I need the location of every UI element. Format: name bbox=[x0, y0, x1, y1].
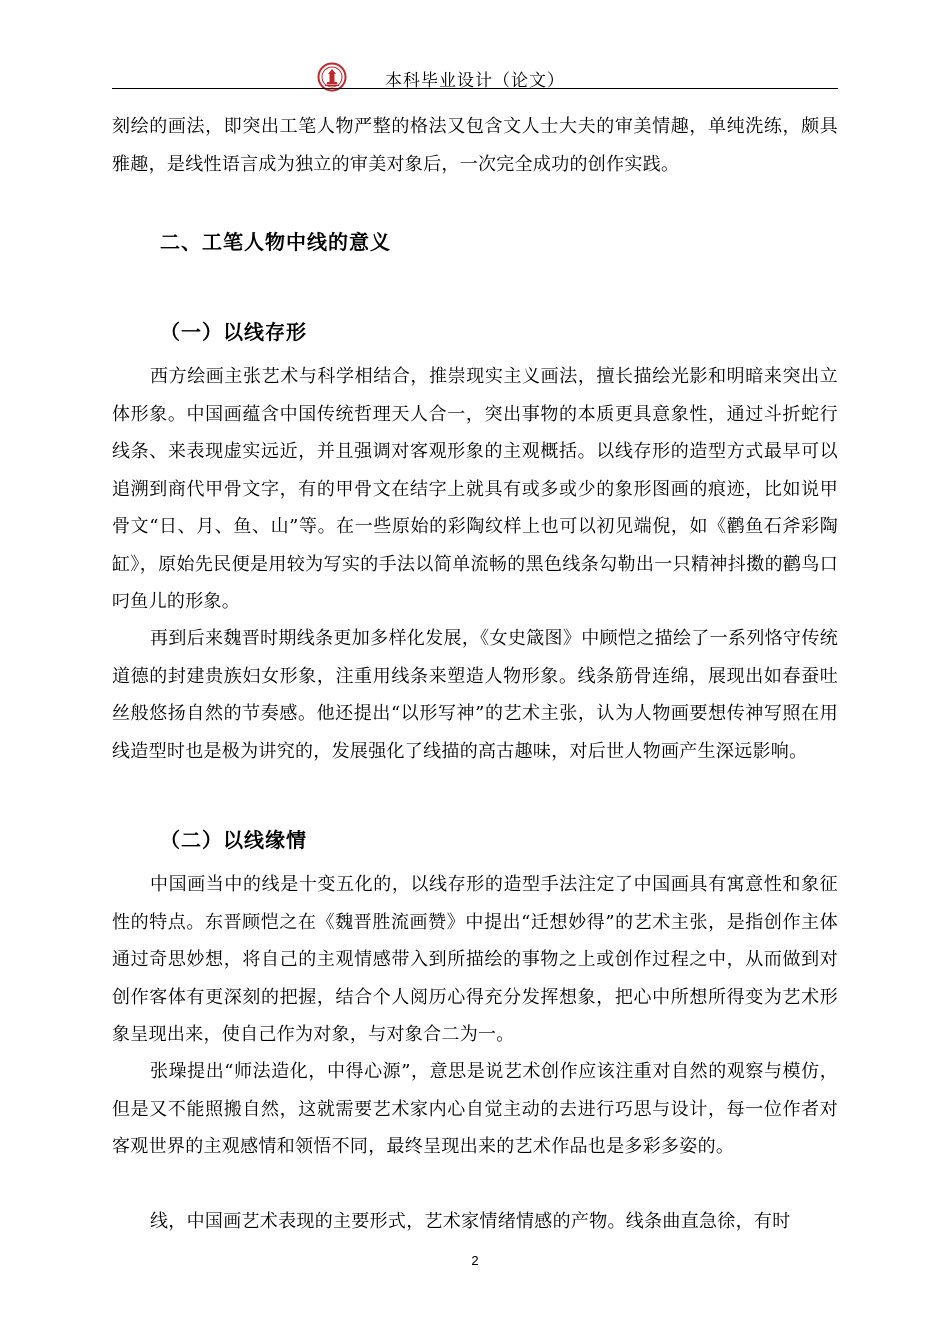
paragraph-2: 再到后来魏晋时期线条更加多样化发展，《女史箴图》中顾恺之描绘了一系列恪守传统道德的封建贵族妇女形象，注重用线条来塑造人物形象。线条筋骨连绵，展现出如春蚕吐丝般悠扬自然的节奏感。他还提出“以形写神”的艺术主张，认为人物画要想传神写照在用线造型时也是极为讲究的，发展强化了线描的高古趣味，对后世人物画产生深远影响。 bbox=[112, 628, 838, 762]
paragraph-4: 张璪提出“师法造化，中得心源”，意思是说艺术创作应该注重对自然的观察与模仿，但是又不能照搬自然，这就需要艺术家内心自觉主动的去进行巧思与设计，每一位作者对客观世界的主观感情和领悟不同，最终呈现出来的艺术作品也是多彩多姿的。 bbox=[112, 1061, 838, 1157]
paragraph-continuation: 刻绘的画法，即突出工笔人物严整的格法又包含文人士大夫的审美情趣，单纯洗练，颇具雅趣，是线性语言成为独立的审美对象后，一次完全成功的创作实践。 bbox=[112, 116, 838, 175]
paragraph-3: 中国画当中的线是十变五化的，以线存形的造型手法注定了中国画具有寓意性和象征性的特点。东晋顾恺之在《魏晋胜流画赞》中提出“迁想妙得”的艺术主张，是指创作主体通过奇思妙想，将自己的主观情感带入到所描绘的事物之上或创作过程之中，从而做到对创作客体有更深刻的把握，结合个人阅历心得充分发挥想象，把心中所想所得变为艺术形象呈现出来，使自己作为对象，与对象合二为一。 bbox=[112, 874, 838, 1045]
page-number: 2 bbox=[471, 1253, 479, 1268]
subsection-heading-1: （一）以线存形 bbox=[160, 320, 307, 344]
header-divider bbox=[112, 88, 838, 89]
section-heading: 二、工笔人物中线的意义 bbox=[160, 230, 391, 254]
page-header bbox=[112, 62, 838, 91]
header-title: 本科毕业设计（论文） bbox=[385, 71, 565, 91]
paragraph-5: 线，中国画艺术表现的主要形式，艺术家情绪情感的产物。线条曲直急徐，有时 bbox=[150, 1211, 791, 1232]
paragraph-1: 西方绘画主张艺术与科学相结合，推崇现实主义画法，擅长描绘光影和明暗来突出立体形象。中国画蕴含中国传统哲理天人合一，突出事物的本质更具意象性，通过斗折蛇行线条、来表现虚实远近，并且强调对客观形象的主观概括。以线存形的造型方式最早可以追溯到商代甲骨文字，有的甲骨文在结字上就具有或多或少的象形图画的痕迹，比如说甲骨文“日、月、鱼、山”等。在一些原始的彩陶纹样上也可以初见端倪，如《鹳鱼石斧彩陶缸》，原始先民便是用较为写实的手法以简单流畅的黑色线条勾勒出一只精神抖擞的鹳鸟口叼鱼儿的形象。 bbox=[112, 366, 838, 612]
subsection-heading-2: （二）以线缘情 bbox=[160, 828, 307, 852]
